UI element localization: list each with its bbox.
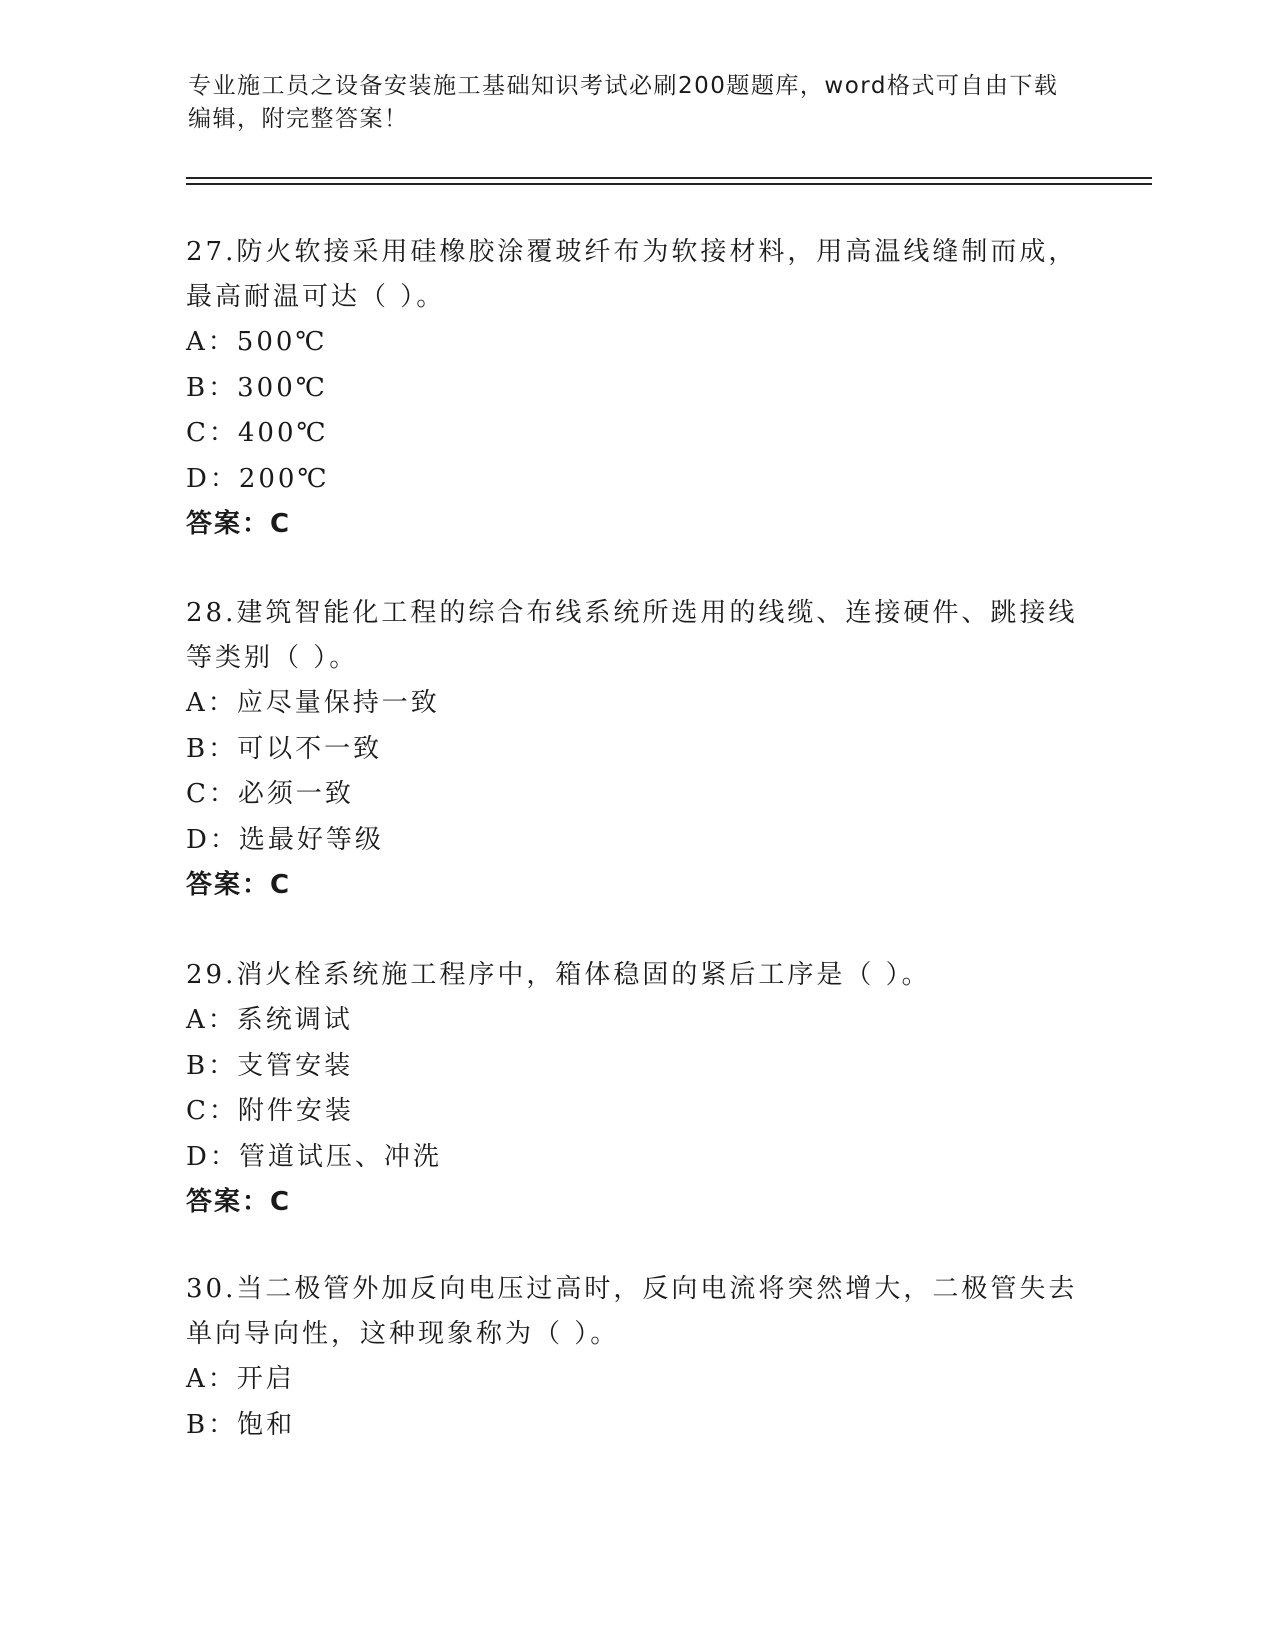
- option-a: A：开启: [186, 1364, 295, 1394]
- question-28: [186, 591, 1086, 908]
- option-d: D：200℃: [186, 463, 330, 494]
- question-stem: 29.消火栓系统施工程序中，箱体稳固的紧后工序是（ ）。: [186, 960, 931, 990]
- question-29: [186, 953, 1086, 1225]
- document-title: 专业施工员之设备安装施工基础知识考试必刷200题题库，word格式可自由下载编辑，附完整答案！: [188, 73, 1059, 132]
- question-30: [186, 1267, 1086, 1448]
- option-d: D：选最好等级: [186, 824, 384, 855]
- option-c: C：附件安装: [186, 1096, 354, 1126]
- question-stem: 30.当二极管外加反向电压过高时，反向电流将突然增大，二极管失去单向导向性，这种现象称为（ ）。: [186, 1274, 1078, 1349]
- header-divider-secondary: [186, 183, 1152, 185]
- option-b: B：可以不一致: [186, 733, 383, 764]
- question-stem: 28.建筑智能化工程的综合布线系统所选用的线缆、连接硬件、跳接线等类别（ ）。: [186, 598, 1078, 673]
- option-b: B：支管安装: [186, 1050, 354, 1081]
- header-divider: [186, 177, 1152, 179]
- option-a: A：系统调试: [186, 1005, 353, 1035]
- option-c: C：必须一致: [186, 779, 354, 809]
- option-d: D：管道试压、冲洗: [186, 1141, 442, 1172]
- document-header: [188, 70, 1068, 136]
- answer-line: 答案：C: [186, 1187, 292, 1217]
- answer-line: 答案：C: [186, 870, 292, 900]
- question-stem: 27.防火软接采用硅橡胶涂覆玻纤布为软接材料，用高温线缝制而成，最高耐温可达（ ）。: [186, 237, 1078, 312]
- option-c: C：400℃: [186, 418, 329, 448]
- option-a: A：应尽量保持一致: [186, 688, 440, 718]
- option-b: B：300℃: [186, 372, 328, 403]
- question-27: [186, 230, 1086, 547]
- option-b: B：饱和: [186, 1409, 296, 1440]
- answer-line: 答案：C: [186, 509, 292, 539]
- option-a: A：500℃: [186, 327, 328, 357]
